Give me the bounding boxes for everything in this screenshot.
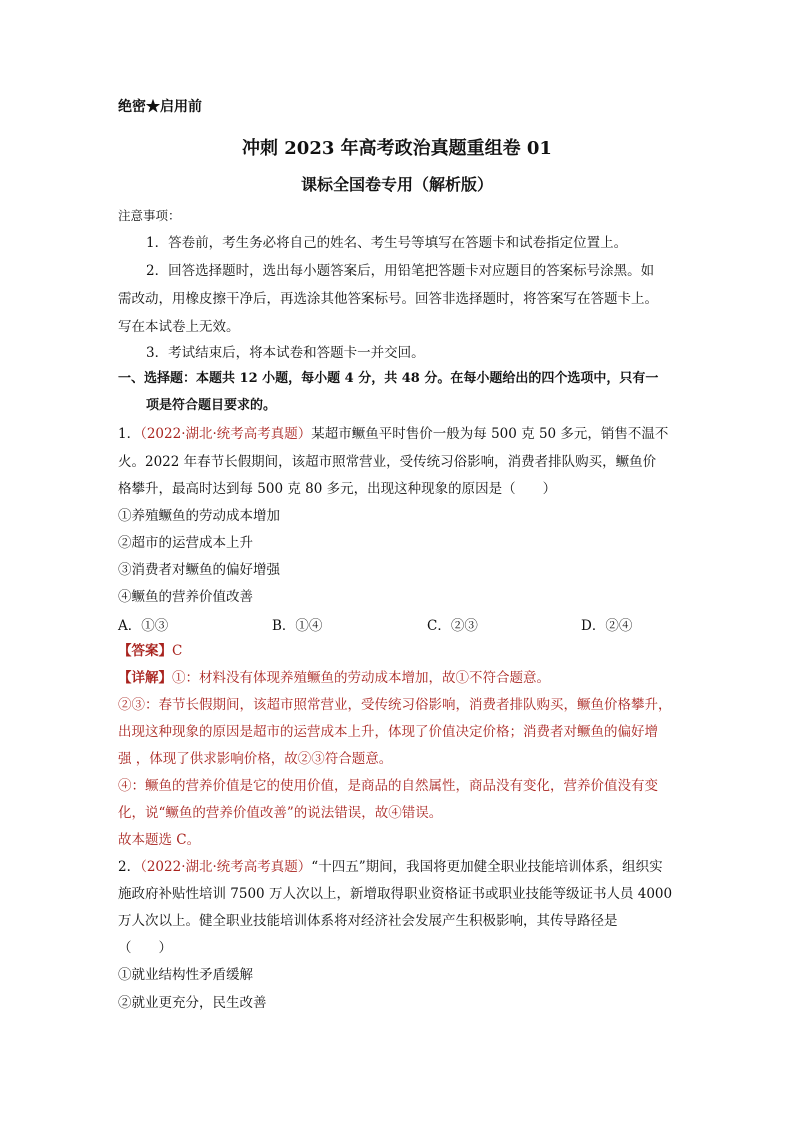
question-1-detail-line-6: 化，说“鳜鱼的营养价值改善”的说法错误，故④错误。 <box>118 805 443 821</box>
answer-label: 【答案】 <box>118 643 172 659</box>
question-1-stem-line-3: 格攀升，最高时达到每 500 克 80 多元，出现这种现象的原因是（ ） <box>118 481 557 497</box>
section-heading-line-2: 项是符合题目要求的。 <box>146 398 277 413</box>
question-text: 某超市鳜鱼平时售价一般为每 500 克 50 多元，销售不温不 <box>311 426 669 442</box>
question-1-detail-line-4: 强 ，体现了供求影响价格，故②③符合题意。 <box>118 751 393 767</box>
exam-title: 冲刺 2023 年高考政治真题重组卷 01 <box>242 138 552 159</box>
answer-value: C <box>172 643 183 659</box>
detail-label: 【详解】 <box>118 670 172 686</box>
question-source: （2022·湖北·统考高考真题） <box>140 426 312 442</box>
question-1-detail-line-1 <box>118 669 550 687</box>
question-1-option-b: B．①④ <box>272 618 323 634</box>
question-2-stem-line-2: 施政府补贴性培训 7500 万人次以上，新增取得职业资格证书或职业技能等级证书人员 4000 <box>118 886 673 902</box>
question-1-conclusion: 故本题选 C。 <box>118 832 201 848</box>
notes-item-1: 1．答卷前，考生务必将自己的姓名、考生号等填写在答题卡和试卷指定位置上。 <box>146 235 628 251</box>
question-1-option-d: D．②④ <box>581 618 633 634</box>
notes-item-2-line-1: 2．回答选择题时，选出每小题答案后，用铅笔把答题卡对应题目的答案标号涂黑。如 <box>146 263 655 279</box>
question-1-statement-4: ④鳜鱼的营养价值改善 <box>118 589 253 605</box>
question-2-statement-1: ①就业结构性矛盾缓解 <box>118 967 253 983</box>
question-1-answer <box>118 642 182 660</box>
question-1-statement-1: ①养殖鳜鱼的劳动成本增加 <box>118 508 280 524</box>
question-1-detail-line-5: ④：鳜鱼的营养价值是它的使用价值，是商品的自然属性，商品没有变化，营养价值没有变 <box>118 778 658 794</box>
exam-subtitle: 课标全国卷专用（解析版） <box>300 175 493 194</box>
question-1-detail-line-2: ②③：春节长假期间，该超市照常营业，受传统习俗影响，消费者排队购买，鳜鱼价格攀升， <box>118 697 672 713</box>
question-2-stem-line-4: （ ） <box>118 940 172 956</box>
question-2-stem-line-1 <box>118 858 663 876</box>
question-number: 1． <box>118 426 141 442</box>
question-text: “十四五”期间，我国将更加健全职业技能培训体系，组织实 <box>311 859 663 875</box>
notes-item-2-line-2: 需改动，用橡皮擦干净后，再选涂其他答案标号。回答非选择题时，将答案写在答题卡上。 <box>118 291 658 307</box>
question-1-statement-2: ②超市的运营成本上升 <box>118 535 253 551</box>
question-1-statement-3: ③消费者对鳜鱼的偏好增强 <box>118 562 280 578</box>
notes-item-3: 3．考试结束后，将本试卷和答题卡一并交回。 <box>146 345 425 361</box>
question-number: 2． <box>118 859 141 875</box>
question-2-statement-2: ②就业更充分，民生改善 <box>118 995 267 1011</box>
detail-text: ①：材料没有体现养殖鳜鱼的劳动成本增加，故①不符合题意。 <box>172 670 550 686</box>
section-heading-line-1: 一、选择题：本题共 12 小题，每小题 4 分，共 48 分。在每小题给出的四个选项中，只有一 <box>118 371 659 386</box>
notes-item-2-line-3: 写在本试卷上无效。 <box>118 319 240 335</box>
question-1-stem-line-1 <box>118 425 668 443</box>
confidential-mark: 绝密★启用前 <box>118 99 202 115</box>
question-1-option-a: A．①③ <box>118 618 169 634</box>
question-1-option-c: C．②③ <box>427 618 478 634</box>
question-2-stem-line-3: 万人次以上。健全职业技能培训体系将对经济社会发展产生积极影响，其传导路径是 <box>118 913 618 929</box>
notes-heading: 注意事项： <box>118 208 181 223</box>
question-source: （2022·湖北·统考高考真题） <box>140 859 312 875</box>
question-1-stem-line-2: 火。2022 年春节长假期间，该超市照常营业，受传统习俗影响，消费者排队购买，鳜鱼价 <box>118 454 657 470</box>
question-1-detail-line-3: 出现这种现象的原因是超市的运营成本上升，体现了价值决定价格；消费者对鳜鱼的偏好增 <box>118 724 658 740</box>
